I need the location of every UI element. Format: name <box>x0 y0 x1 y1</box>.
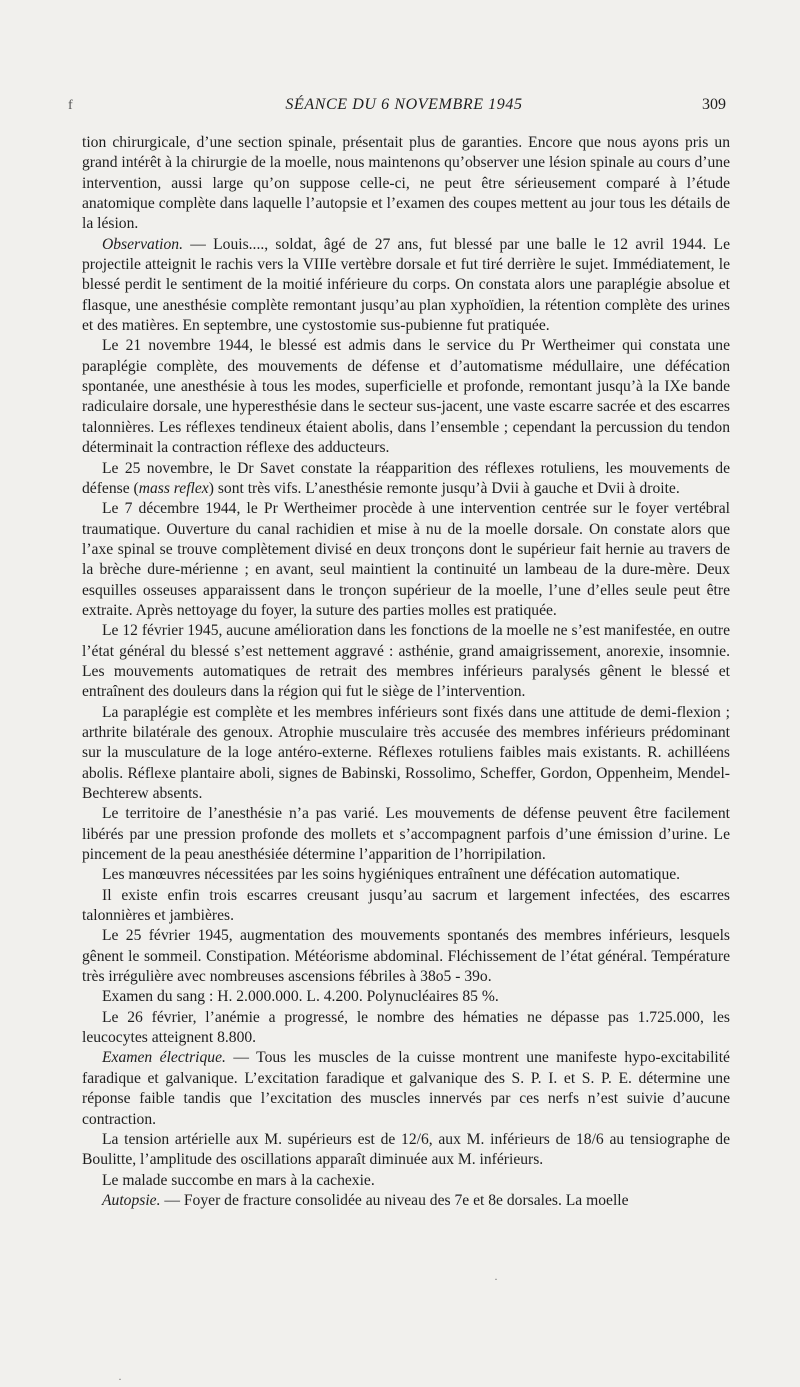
paragraph-observation: Observation. — Louis...., soldat, âgé de 27 ans, fut blessé par une balle le 12 avril 1944. Le projectile atteignit le rachis vers la VIIIe vertèbre dorsale et fut tiré derrière le sujet. Immédiatement, le blessé perdit le sentiment de la moitié inférieure du corps. On constata alors une paraplégie absolue et flasque, une anesthésie complète remontant jusqu’au plan xyphoïdien, la rétention complète des urines et des matières. En septembre, une cystostomie sus-pubienne fut pratiquée. <box>82 235 730 335</box>
paragraph-examen-electrique: Examen électrique. — Tous les muscles de la cuisse montrent une manifeste hypo-excitabilité faradique et galvanique. L’excitation faradique et galvanique des S. P. I. et S. P. E. détermine une réponse faible tandis que l’excitation des muscles innervés par ces nerfs n’est suivie d’aucune contraction. <box>82 1049 730 1128</box>
examen-electrique-heading: Examen électrique. <box>102 1049 226 1067</box>
paragraph-examen-sang: Examen du sang : H. 2.000.000. L. 4.200. Polynucléaires 85 %. <box>102 988 499 1006</box>
paragraph-territoire: Le territoire de l’anesthésie n’a pas varié. Les mouvements de défense peuvent être facilement libérés par une pression profonde des mollets et s’accompagnent parfois d’une émission d’urine. Le pincement de la peau anesthésiée détermine l’apparition de l’horripilation. <box>82 805 730 864</box>
paragraph-21-novembre: Le 21 novembre 1944, le blessé est admis dans le service du Pr Wertheimer qui constata une paraplégie complète, des mouvements de défense et d’automatisme médullaire, une défécation spontanée, une anesthésie à tous les modes, superficielle et profonde, remontant jusqu’à la IXe bande radiculaire dorsale, une hyperesthésie dans le secteur sus-jacent, une vaste escarre sacrée et des escarres talonnières. Les réflexes tendineux étaient abolis, dans l’ensemble ; cependant la percussion du tendon déterminait la contraction réflexe des adducteurs. <box>82 337 730 457</box>
paragraph-26-fevrier: Le 26 février, l’anémie a progressé, le nombre des hématies ne dépasse pas 1.725.000, les leucocytes atteignent 8.800. <box>82 1008 730 1047</box>
autopsie-heading: Autopsie. <box>102 1191 161 1209</box>
paragraph-autopsie: Autopsie. — Foyer de fracture consolidée au niveau des 7e et 8e dorsales. La moelle <box>102 1191 629 1209</box>
mass-reflex-term: mass reflex <box>138 479 209 497</box>
paragraph-12-fevrier: Le 12 février 1945, aucune amélioration dans les fonctions de la moelle ne s’est manifestée, en outre l’état général du blessé s’est nettement aggravé : asthénie, grand amaigrissement, anorexie, insomnie. Les mouvements automatiques de retrait des membres inférieurs paralysés gênent le blessé et entraînent des douleurs dans la région qui fut le siège de l’intervention. <box>82 622 730 701</box>
body-text <box>82 133 730 1211</box>
paragraph-tension: La tension artérielle aux M. supérieurs est de 12/6, aux M. inférieurs de 18/6 au tensiographe de Boulitte, l’amplitude des oscillations apparaît diminuée aux M. inférieurs. <box>82 1130 730 1169</box>
paragraph-manoeuvres: Les manœuvres nécessitées par les soins hygiéniques entraînent une défécation automatique. <box>102 866 681 884</box>
page-number: 309 <box>702 96 726 113</box>
paragraph-1: tion chirurgicale, d’une section spinale, présentait plus de garanties. Encore que nous ayons pris un grand intérêt à la chirurgie de la moelle, nous maintenons qu’observer une lésion spinale au cours d’une intervention, aussi large qu’on suppose celle-ci, ne peut être sérieusement comparé à l’étude anatomique complète dans laquelle l’autopsie et l’examen des coupes mettent au jour tous les détails de la lésion. <box>82 134 730 233</box>
observation-heading: Observation. <box>102 235 183 253</box>
paragraph-25-fevrier: Le 25 février 1945, augmentation des mouvements spontanés des membres inférieurs, lesquels gênent le sommeil. Constipation. Météorisme abdominal. Fléchissement de l’état général. Température très irrégulière avec nombreuses ascensions fébriles à 38o5 - 39o. <box>82 927 730 986</box>
paragraph-7-decembre: Le 7 décembre 1944, le Pr Wertheimer procède à une intervention centrée sur le foyer vertébral traumatique. Ouverture du canal rachidien et mise à nu de la moelle dorsale. On constate alors que l’axe spinal se trouve complètement divisé en deux tronçons dont le supérieur fait hernie au travers de la brèche dure-mérienne ; en avant, seul maintient la continuité un lambeau de la dure-mère. Deux esquilles osseuses apparaissent dans le tronçon supérieur de la moelle, l’une d’elles seule peut être extraite. Après nettoyage du foyer, la suture des parties molles est pratiquée. <box>82 500 730 619</box>
scan-speck: · <box>494 1272 498 1286</box>
paragraph-paraplegie: La paraplégie est complète et les membres inférieurs sont fixés dans une attitude de demi-flexion ; arthrite bilatérale des genoux. Atrophie musculaire très accusée des membres inférieurs prédominant sur la musculature de la loge antéro-externe. Réflexes rotuliens faibles mais existants. R. achilléens abolis. Réflexe plantaire aboli, signes de Babinski, Rossolimo, Scheffer, Gordon, Oppenheim, Mendel-Bechterew absents. <box>82 703 730 802</box>
running-header <box>68 96 726 118</box>
paragraph-escarres: Il existe enfin trois escarres creusant jusqu’au sacrum et largement infectées, des escarres talonnières et jambières. <box>82 886 730 925</box>
scan-speck: · <box>118 1372 122 1386</box>
paragraph-cachexie: Le malade succombe en mars à la cachexie. <box>102 1171 375 1189</box>
margin-mark: f <box>68 98 73 113</box>
paragraph-25-novembre: Le 25 novembre, le Dr Savet constate la réapparition des réflexes rotuliens, les mouvements de défense (mass reflex) sont très vifs. L’anesthésie remonte jusqu’à Dvii à gauche et Dvii à droite. <box>82 459 730 497</box>
running-title: SÉANCE DU 6 NOVEMBRE 1945 <box>285 96 523 113</box>
